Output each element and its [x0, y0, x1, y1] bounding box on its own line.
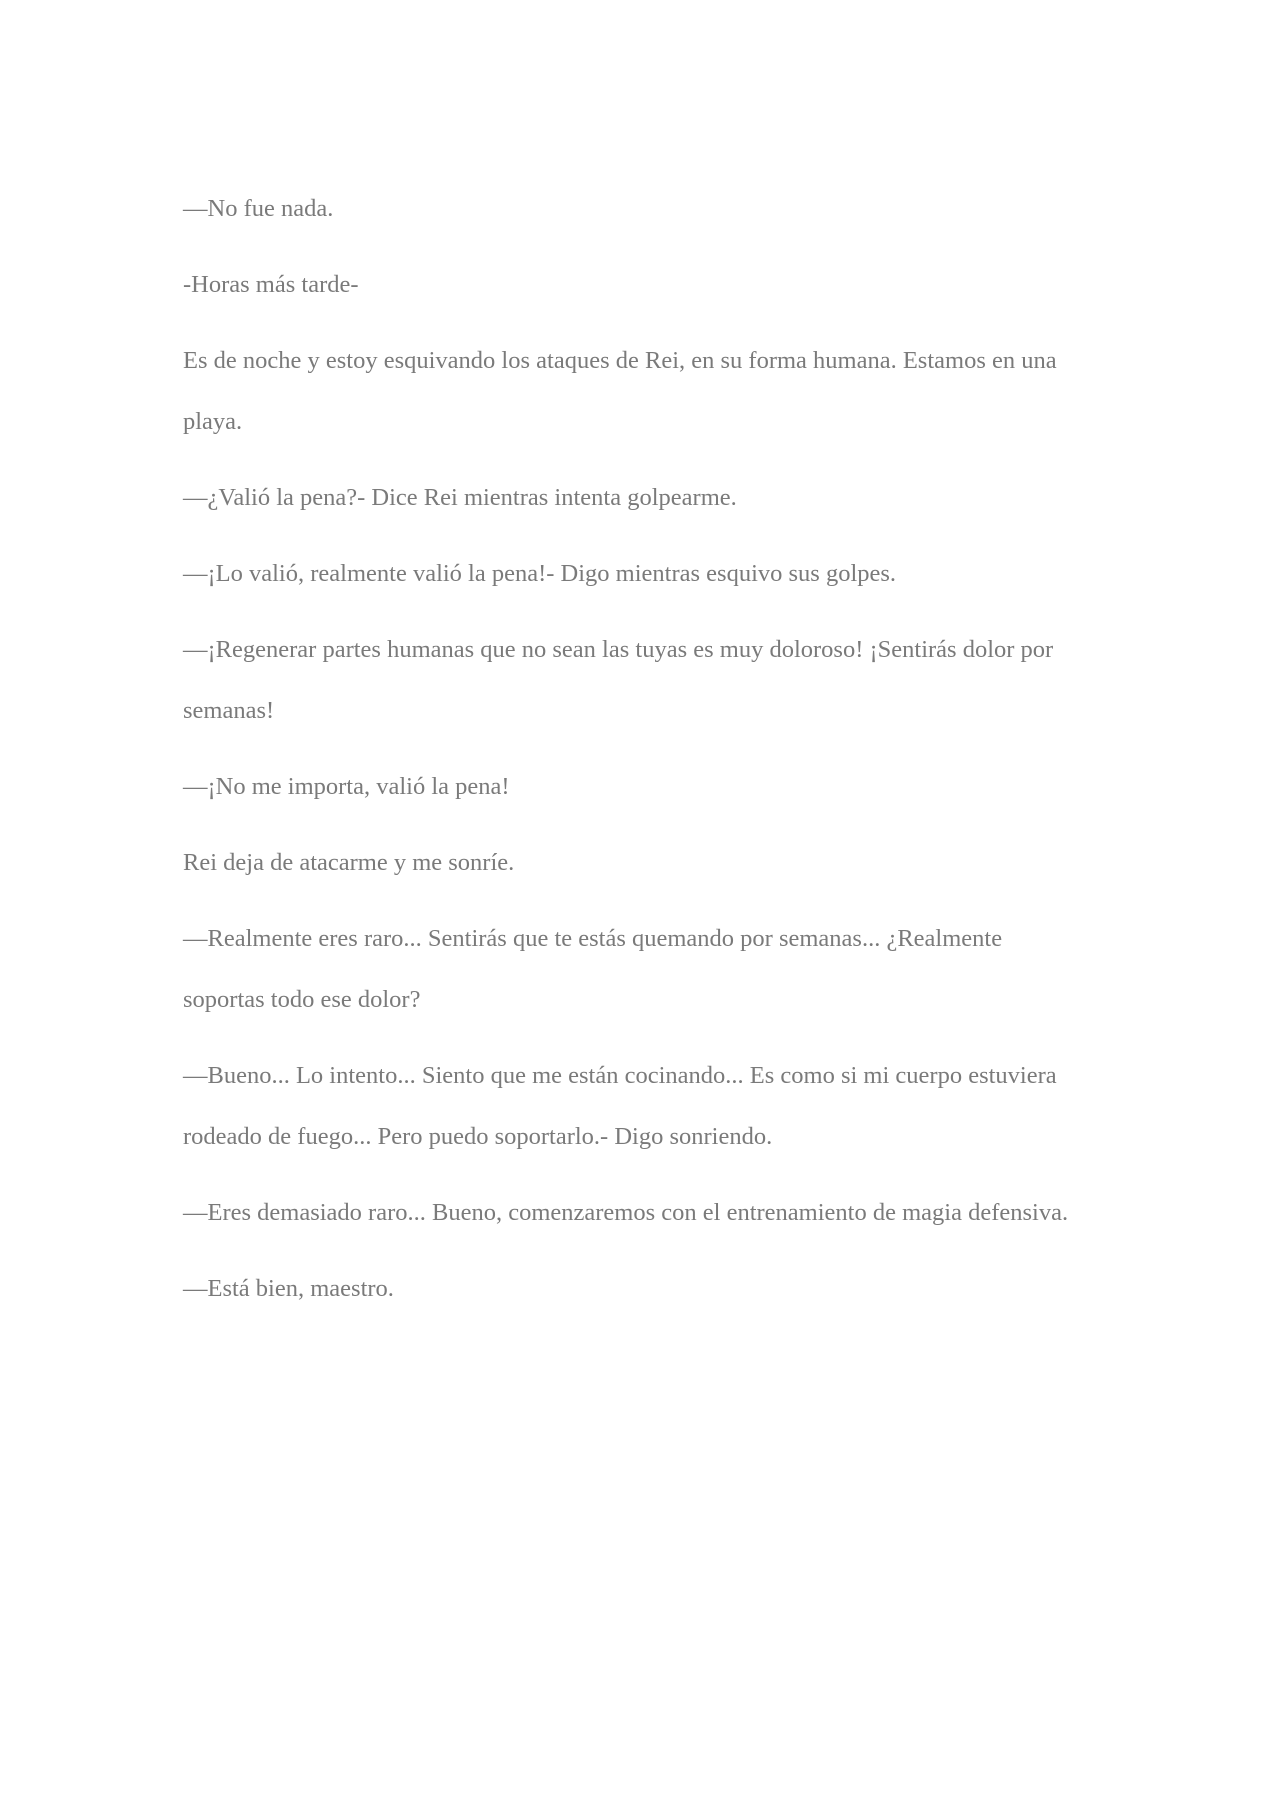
paragraph: —¡No me importa, valió la pena! — [183, 773, 510, 800]
paragraph: —Está bien, maestro. — [183, 1275, 394, 1302]
paragraph: —Bueno... Lo intento... Siento que me están cocinando... Es como si mi cuerpo estuviera rodeado de fuego... Pero puedo soportarlo.- Digo sonriendo. — [183, 1062, 1057, 1150]
paragraph: -Horas más tarde- — [183, 271, 359, 298]
paragraph: Rei deja de atacarme y me sonríe. — [183, 849, 515, 876]
paragraph: —Realmente eres raro... Sentirás que te estás quemando por semanas... ¿Realmente soportas todo ese dolor? — [183, 925, 1003, 1013]
paragraph: Es de noche y estoy esquivando los ataques de Rei, en su forma humana. Estamos en una playa. — [183, 347, 1057, 435]
paragraph: —No fue nada. — [183, 195, 334, 222]
paragraph: —Eres demasiado raro... Bueno, comenzaremos con el entrenamiento de magia defensiva. — [183, 1199, 1069, 1226]
document-body — [183, 178, 1083, 1334]
paragraph: —¡Lo valió, realmente valió la pena!- Digo mientras esquivo sus golpes. — [183, 560, 897, 587]
paragraph: —¿Valió la pena?- Dice Rei mientras intenta golpearme. — [183, 484, 737, 511]
paragraph: —¡Regenerar partes humanas que no sean las tuyas es muy doloroso! ¡Sentirás dolor por semanas! — [183, 636, 1054, 724]
